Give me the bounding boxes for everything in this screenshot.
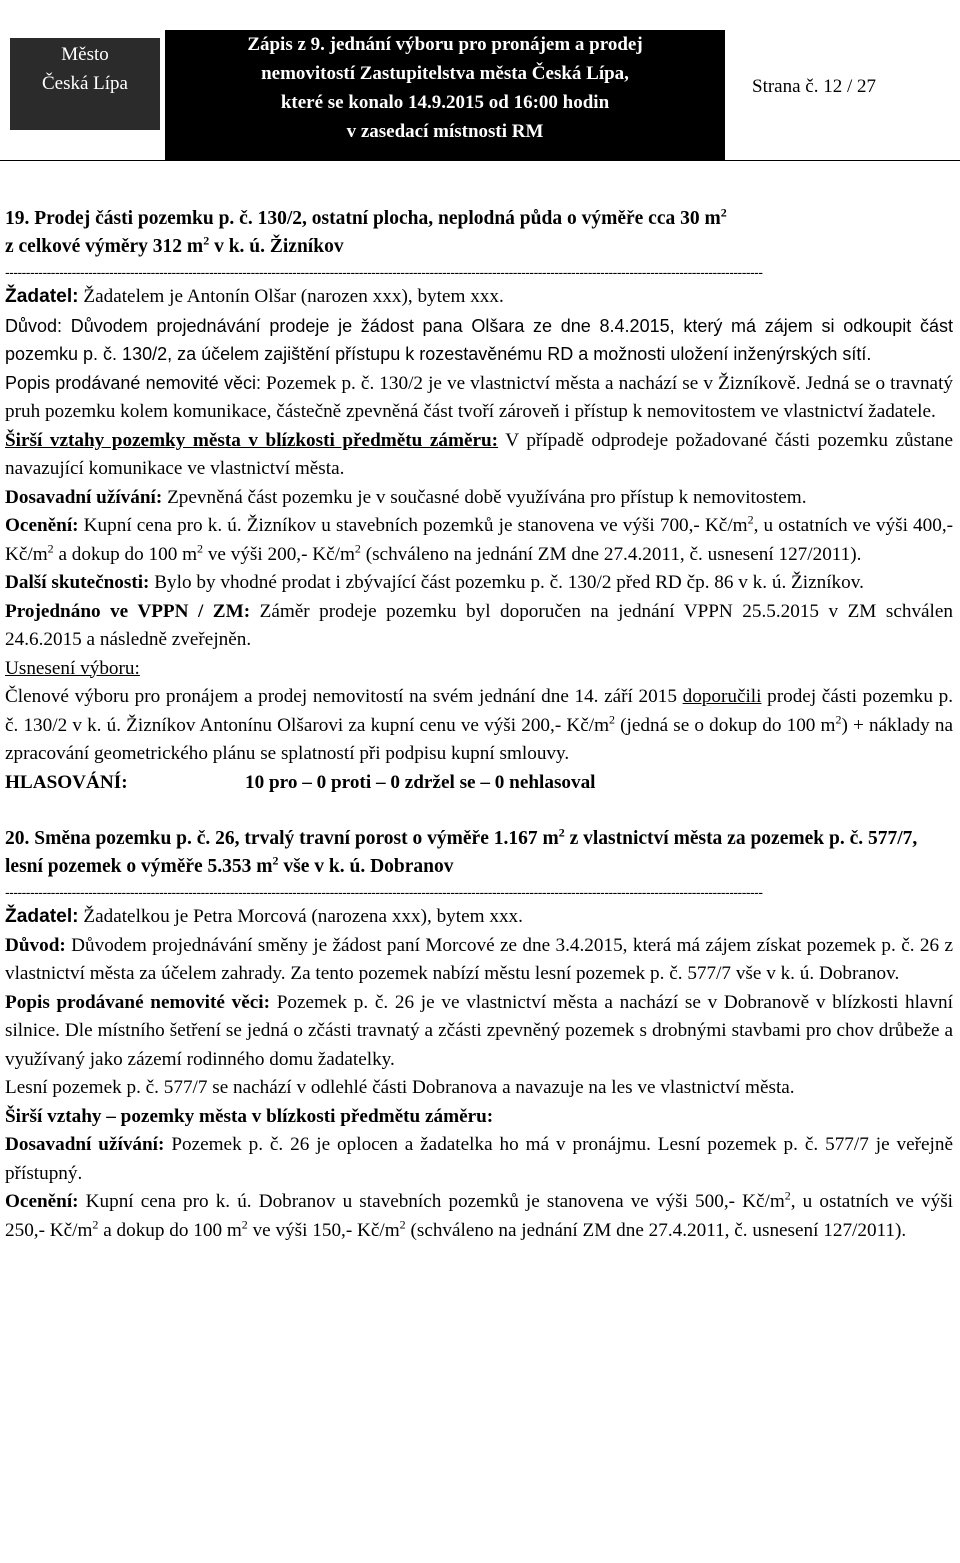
document-body: [5, 205, 953, 1245]
s19-zadatel-text: Žadatelem je Antonín Olšar (narozen xxx), bytem xxx.: [78, 286, 504, 307]
s19-oceneni-label: Ocenění:: [5, 515, 79, 536]
s19-popis-text2: Jedná se o travnatý pruh pozemku kolem komunikace, částečně zpevněná část tvoří zároveň i přístup k nemovitostem ve vlastnictví žadatele.: [5, 372, 953, 422]
dashed-separator: --------------------------------------------------------------------------------------------------------------------------------------------------------------------------------------: [5, 264, 763, 280]
doc-title-line1: Zápis z 9. jednání výboru pro pronájem a prodej: [247, 34, 643, 55]
section-19-title-part3: v k. ú. Žizníkov: [209, 236, 344, 257]
city-block: [10, 38, 160, 130]
superscript: 2: [92, 1217, 99, 1232]
page-header: [0, 0, 960, 165]
s19-oceneni: [5, 512, 953, 569]
s19-dosav-text: Zpevněná část pozemku je v současné době využívána pro přístup k nemovitostem.: [162, 486, 807, 508]
s20-duvod-text: Důvodem projednávání směny je žádost paní Morcové ze dne 3.4.2015, která má zájem získat pozemek p. č. 26 z vlastnictví města za účelem zahrady. Za tento pozemek nabízí městu lesní pozemek p. č. 577/7 vše v k. ú. Dobranov.: [5, 934, 953, 984]
s20-oceneni-part: , u ostatních ve výši 250,- Kč/m: [5, 1191, 953, 1241]
s19-hlas-label: HLASOVÁNÍ:: [5, 771, 128, 793]
s19-hlas-text: 10 pro – 0 proti – 0 zdržel se – 0 nehlasoval: [245, 771, 596, 793]
s19-usneseni-part: (jedná se o dokup do 100 m: [615, 714, 836, 736]
section-19-title-part1: 19. Prodej části pozemku p. č. 130/2, ostatní plocha, neplodná půda o výměře cca 30 m: [5, 208, 721, 229]
section-19-title-part2: z celkové výměry 312 m: [5, 236, 204, 257]
superscript: 2: [47, 541, 54, 556]
s19-hlasovani: [5, 769, 953, 798]
s20-oceneni-part: Kupní cena pro k. ú. Dobranov u stavebních pozemků je stanovena ve výši 500,- Kč/m: [78, 1191, 785, 1212]
page-number: Strana č. 12 / 27: [752, 76, 877, 97]
s19-oceneni-part: ve výši 200,- Kč/m: [203, 543, 355, 565]
s20-oceneni-part: ve výši 150,- Kč/m: [247, 1219, 400, 1241]
s19-usneseni-text: [5, 683, 953, 769]
city-name-line2: Česká Lípa: [41, 73, 128, 94]
superscript: 2: [272, 853, 279, 868]
s19-dalsi: [5, 569, 953, 598]
s19-projed-label: Projednáno ve VPPN / ZM:: [5, 600, 251, 622]
s19-dalsi-label: Další skutečnosti:: [5, 572, 150, 593]
section-19-title: [5, 205, 953, 261]
s19-sirsi-label: Širší vztahy pozemky města v blízkosti předmětu záměru:: [5, 429, 499, 451]
s19-usneseni-part: prodej části pozemku p. č. 130/2 v k. ú. Žizníkov Antonínu Olšarovi za kupní cenu ve výši 200,- Kč/m: [5, 686, 953, 736]
s20-popis-text: Pozemek p. č. 26 je ve vlastnictví města a nachází se v Dobranově v blízkosti hlavní silnice. Dle místního šetření se jedná o zčásti travnatý a zčásti zpevněný pozemek s drobnými stavbami pro chov drůbeže a využívaný jako zázemí rodinného domu žadatelky.: [5, 991, 953, 1070]
city-name-line1: Město: [61, 44, 109, 65]
s20-zadatel: [5, 903, 953, 932]
section-20-title: [5, 825, 953, 881]
doc-title-line3: které se konalo 14.9.2015 od 16:00 hodin: [280, 92, 610, 113]
superscript: 2: [354, 541, 361, 556]
s19-usneseni-doporucili: doporučili: [682, 686, 762, 707]
s20-oceneni-part: (schváleno na jednání ZM dne 27.4.2011, č. usnesení 127/2011).: [405, 1219, 907, 1241]
dashed-separator: --------------------------------------------------------------------------------------------------------------------------------------------------------------------------------------: [5, 884, 763, 900]
s19-oceneni-part: (schváleno na jednání ZM dne 27.4.2011, č. usnesení 127/2011).: [360, 543, 862, 565]
superscript: 2: [558, 825, 565, 840]
superscript: 2: [399, 1217, 406, 1232]
doc-title-line2: nemovitostí Zastupitelstva města Česká Lípa,: [261, 63, 629, 84]
s20-zadatel-label: Žadatel:: [5, 906, 79, 927]
s20-sirsi-label: Širší vztahy – pozemky města v blízkosti předmětu záměru:: [5, 1105, 494, 1127]
s20-popis: [5, 989, 953, 1075]
s19-sirsi-text: V případě odprodeje požadované části pozemku zůstane navazující komunikace ve vlastnictví města.: [5, 429, 953, 479]
s20-duvod-label: Důvod:: [5, 934, 66, 956]
s19-popis-label: Popis prodávané nemovité věci:: [5, 372, 261, 393]
s19-zadatel: [5, 283, 953, 312]
spacer: [5, 797, 953, 825]
s19-popis-text1: Pozemek p. č. 130/2 je ve vlastnictví města a nachází se v Žizníkově.: [260, 372, 801, 394]
s19-oceneni-part: Kupní cena pro k. ú. Žizníkov u stavebních pozemků je stanovena ve výši 700,- Kč/m: [78, 515, 748, 536]
s19-popis: [5, 369, 953, 427]
s20-popis-label: Popis prodávané nemovité věci:: [5, 991, 270, 1013]
doc-title-line4: v zasedací místnosti RM: [346, 121, 544, 142]
superscript: 2: [203, 233, 210, 248]
s20-dosav-label: Dosavadní užívání:: [5, 1134, 165, 1155]
superscript: 2: [747, 512, 754, 527]
header-divider: [0, 160, 960, 161]
superscript: 2: [197, 541, 204, 556]
s20-oceneni-label: Ocenění:: [5, 1191, 79, 1212]
s19-oceneni-part: , u ostatních ve výši 400,- Kč/m: [5, 515, 954, 565]
superscript: 2: [720, 205, 727, 220]
s19-sirsi-vztahy: [5, 427, 953, 484]
s19-usneseni-part: ) + náklady na zpracování geometrického plánu se splatností při podpisu kupní smlouvy.: [5, 714, 953, 764]
s19-duvod-label: Důvod:: [5, 315, 63, 336]
superscript: 2: [609, 712, 615, 727]
s19-oceneni-part: a dokup do 100 m: [53, 543, 198, 565]
document-title-block: [165, 30, 725, 160]
s19-dosavadni: [5, 484, 953, 513]
s20-oceneni: [5, 1188, 953, 1245]
s19-projednano: [5, 598, 953, 655]
s19-projed-text: Záměr prodeje pozemku byl doporučen na jednání VPPN 25.5.2015 v ZM schválen 24.6.2015 a následně zveřejněn.: [5, 600, 953, 650]
s20-zadatel-text: Žadatelkou je Petra Morcová (narozena xxx), bytem xxx.: [78, 906, 523, 927]
superscript: 2: [784, 1188, 791, 1203]
section-20-title-part2: z vlastnictví města za pozemek p. č. 577/7, lesní pozemek o výměře 5.353 m: [5, 828, 918, 877]
section-20-title-part1: 20. Směna pozemku p. č. 26, trvalý travní porost o výměře 1.167 m: [5, 828, 559, 849]
s20-lesni: Lesní pozemek p. č. 577/7 se nachází v odlehlé části Dobranova a navazuje na les ve vlastnictví města.: [5, 1077, 795, 1098]
section-20-title-part3: vše v k. ú. Dobranov: [278, 856, 454, 877]
s20-dosav-text: Pozemek p. č. 26 je oplocen a žadatelka ho má v pronájmu. Lesní pozemek p. č. 577/7 je veřejně přístupný.: [5, 1134, 953, 1184]
s20-oceneni-part: a dokup do 100 m: [98, 1219, 242, 1241]
superscript: 2: [835, 712, 842, 727]
s19-usneseni-part: Členové výboru pro pronájem a prodej nemovitostí na svém jednání dne 14. září 2015: [5, 686, 683, 707]
s19-zadatel-label: Žadatel:: [5, 286, 79, 307]
s19-usneseni-label: Usnesení výboru:: [5, 657, 140, 679]
s20-duvod: [5, 932, 953, 989]
s19-duvod-text: Důvodem projednávání prodeje je žádost pana Olšara ze dne 8.4.2015, který má zájem si odkoupit část pozemku p. č. 130/2, za účelem zajištění přístupu k rozestavěnému RD a možnosti uložení inženýrských sítí.: [5, 315, 953, 364]
s20-dosavadni: [5, 1131, 953, 1188]
s19-dosav-label: Dosavadní užívání:: [5, 486, 163, 508]
s19-duvod: [5, 312, 953, 369]
s19-dalsi-text: Bylo by vhodné prodat i zbývající část pozemku p. č. 130/2 před RD čp. 86 v k. ú. Žizníkov.: [149, 572, 864, 593]
superscript: 2: [241, 1217, 248, 1232]
